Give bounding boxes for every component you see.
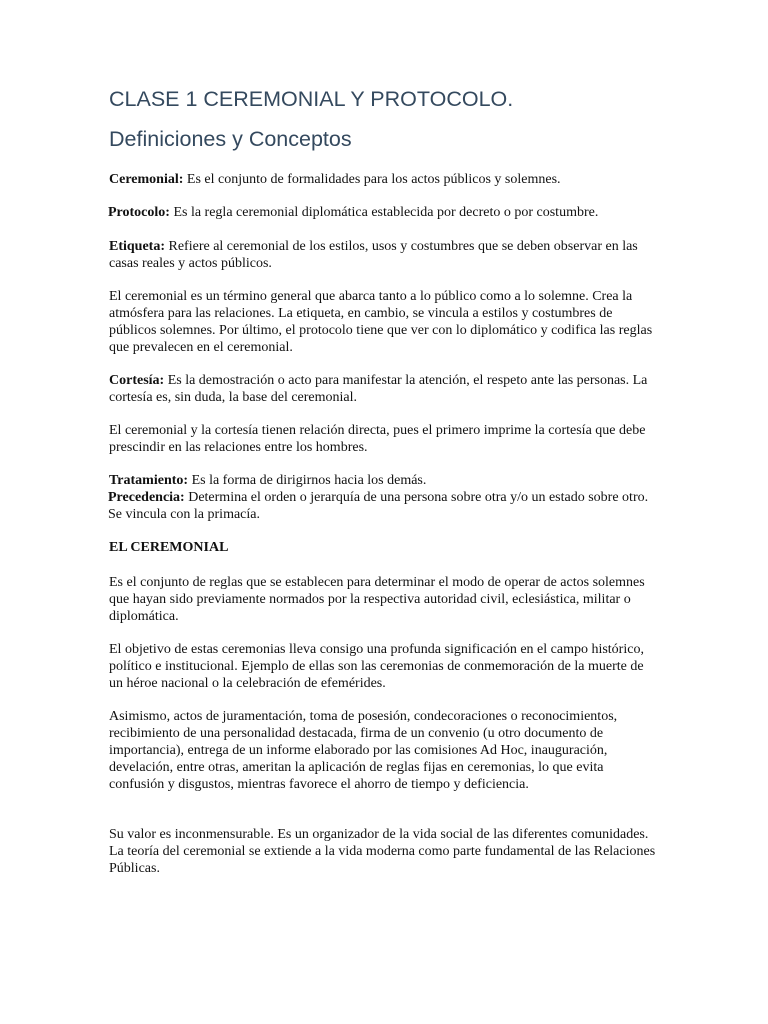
definition-text: Es la demostración o acto para manifestar la atención, el respeto ante las personas. La cortesía es, sin duda, la base del ceremonial. [109, 373, 648, 405]
term-label: Etiqueta: [109, 239, 165, 254]
term-label: Precedencia: [108, 490, 185, 505]
paragraph-objetivo: El objetivo de estas ceremonias lleva consigo una profunda significación en el campo histórico, político e institucional. Ejemplo de ellas son las ceremonias de conmemoración de la muerte de un héroe nacional o la celebración de efemérides. [109, 642, 644, 691]
definition-text: Es la forma de dirigirnos hacia los demás. [188, 473, 427, 488]
paragraph-valor: Su valor es inconmensurable. Es un organizador de la vida social de las diferentes comunidades. La teoría del ceremonial se extiende a la vida moderna como parte fundamental de las Relaciones Públicas. [109, 827, 656, 876]
definition-cortesia [109, 372, 661, 406]
definition-ceremonial [109, 171, 661, 188]
definition-text: Es la regla ceremonial diplomática establecida por decreto o por costumbre. [169, 205, 599, 220]
definition-protocolo [108, 204, 660, 221]
definition-precedencia [108, 489, 660, 523]
term-label: Protocolo: [108, 205, 170, 220]
term-label: Cortesía: [109, 373, 165, 388]
definition-text: Es el conjunto de formalidades para los actos públicos y solemnes. [183, 172, 561, 187]
definition-tratamiento [109, 472, 661, 489]
document-title: CLASE 1 CEREMONIAL Y PROTOCOLO. [109, 87, 514, 111]
definition-etiqueta [109, 238, 661, 272]
paragraph-reglas: Es el conjunto de reglas que se establecen para determinar el modo de operar de actos solemnes que hayan sido previamente normados por la respectiva autoridad civil, eclesiástica, militar o diplomática. [109, 575, 645, 624]
definition-text: Refiere al ceremonial de los estilos, usos y costumbres que se deben observar en las casas reales y actos públicos. [109, 239, 638, 271]
term-label: Ceremonial: [109, 172, 184, 187]
paragraph-asimismo: Asimismo, actos de juramentación, toma de posesión, condecoraciones o reconocimientos, recibimiento de una personalidad destacada, firma de un convenio (u otro documento de importancia), entrega de un informe elaborado por las comisiones Ad Hoc, inauguración, develación, entre otras, ameritan la aplicación de reglas fijas en ceremonias, lo que evita confusión y disgustos, mientras favorece el ahorro de tiempo y deficiencia. [109, 709, 618, 792]
paragraph-ceremonial-general: El ceremonial es un término general que abarca tanto a lo público como a lo solemne. Crea la atmósfera para las relaciones. La etiqueta, en cambio, se vincula a estilos y costumbres de públicos solemnes. Por último, el protocolo tiene que ver con lo diplomático y codifica las reglas que prevalecen en el ceremonial. [109, 289, 653, 355]
paragraph-ceremonial-cortesia: El ceremonial y la cortesía tienen relación directa, pues el primero imprime la cortesía que debe prescindir en las relaciones entre los hombres. [109, 423, 646, 455]
document-subtitle: Definiciones y Conceptos [109, 127, 352, 151]
term-label: Tratamiento: [109, 473, 189, 488]
section-heading: EL CEREMONIAL [109, 540, 229, 555]
definition-text: Determina el orden o jerarquía de una persona sobre otra y/o un estado sobre otro. Se vincula con la primacía. [108, 490, 649, 522]
